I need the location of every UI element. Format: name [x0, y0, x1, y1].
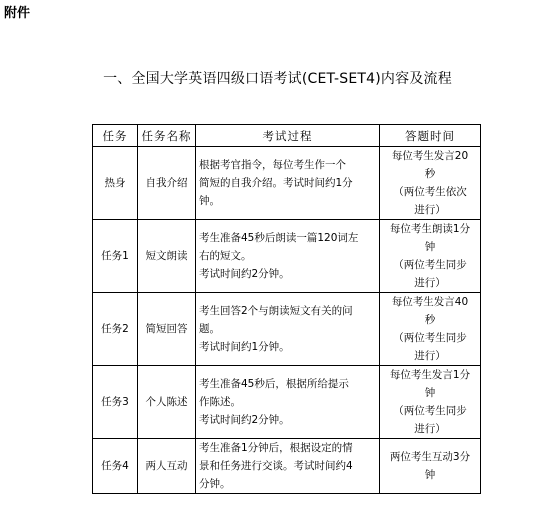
task-name-cell: 自我介绍 — [138, 147, 196, 220]
task-cell: 热身 — [93, 147, 138, 220]
time-line: （两位考生依次 — [393, 186, 467, 198]
time-line: 每位考生朗读1分 — [389, 223, 471, 235]
time-line: 进行） — [414, 350, 446, 362]
task-cell: 任务3 — [93, 366, 138, 439]
time-line: 秒 — [424, 314, 436, 326]
task-cell: 任务1 — [93, 220, 138, 293]
time-line: （两位考生同步 — [393, 405, 467, 417]
time-line: 秒 — [424, 168, 436, 180]
time-line: （两位考生同步 — [393, 332, 467, 344]
table-row — [93, 439, 481, 494]
attachment-label: 附件 — [4, 6, 31, 21]
process-line: 考试时间约2分钟。 — [199, 268, 290, 280]
time-line: 每位考生发言1分 — [389, 369, 471, 381]
time-cell — [380, 439, 481, 494]
time-line: 每位考生发言20 — [391, 150, 469, 162]
process-cell — [196, 293, 380, 366]
time-cell — [380, 293, 481, 366]
header-task: 任务 — [93, 125, 138, 147]
process-line: 右的短文。 — [199, 250, 252, 262]
time-cell — [380, 220, 481, 293]
task-name-cell: 简短回答 — [138, 293, 196, 366]
process-line: 考生准备45秒后，根据所给提示 — [199, 378, 349, 390]
time-line: 进行） — [414, 423, 446, 435]
document-title: 一、全国大学英语四级口语考试(CET-SET4)内容及流程 — [103, 71, 452, 87]
process-line: 分钟。 — [199, 478, 231, 490]
process-line: 题。 — [199, 323, 220, 335]
process-line: 考试时间约2分钟。 — [199, 414, 290, 426]
process-line: 钟。 — [199, 195, 220, 207]
table-row — [93, 293, 481, 366]
task-name-cell: 短文朗读 — [138, 220, 196, 293]
task-name-cell: 个人陈述 — [138, 366, 196, 439]
header-exam-process: 考试过程 — [196, 125, 380, 147]
process-cell — [196, 220, 380, 293]
time-line: 钟 — [424, 241, 436, 253]
process-line: 考生准备1分钟后，根据设定的情 — [199, 442, 353, 454]
table-header-row — [93, 125, 481, 147]
process-cell — [196, 147, 380, 220]
process-line: 考生准备45秒后朗读一篇120词左 — [199, 232, 359, 244]
process-line: 景和任务进行交谈。考试时间约4 — [199, 460, 353, 472]
header-answer-time: 答题时间 — [380, 125, 481, 147]
process-line: 简短的自我介绍。考试时间约1分 — [199, 177, 353, 189]
exam-process-table — [92, 124, 481, 494]
task-cell: 任务2 — [93, 293, 138, 366]
time-line: 进行） — [414, 204, 446, 216]
process-cell — [196, 366, 380, 439]
process-line: 考生回答2个与朗读短文有关的问 — [199, 305, 353, 317]
process-cell — [196, 439, 380, 494]
time-line: 进行） — [414, 277, 446, 289]
process-line: 根据考官指令，每位考生作一个 — [199, 159, 346, 171]
time-line: 钟 — [424, 387, 436, 399]
time-line: 两位考生互动3分 — [389, 451, 471, 463]
table-row — [93, 366, 481, 439]
table-row — [93, 147, 481, 220]
table-row — [93, 220, 481, 293]
process-line: 考试时间约1分钟。 — [199, 341, 290, 353]
time-line: 钟 — [424, 469, 436, 481]
time-line: （两位考生同步 — [393, 259, 467, 271]
header-task-name: 任务名称 — [138, 125, 196, 147]
time-cell — [380, 147, 481, 220]
time-line: 每位考生发言40 — [391, 296, 469, 308]
task-name-cell: 两人互动 — [138, 439, 196, 494]
time-cell — [380, 366, 481, 439]
task-cell: 任务4 — [93, 439, 138, 494]
process-line: 作陈述。 — [199, 396, 241, 408]
